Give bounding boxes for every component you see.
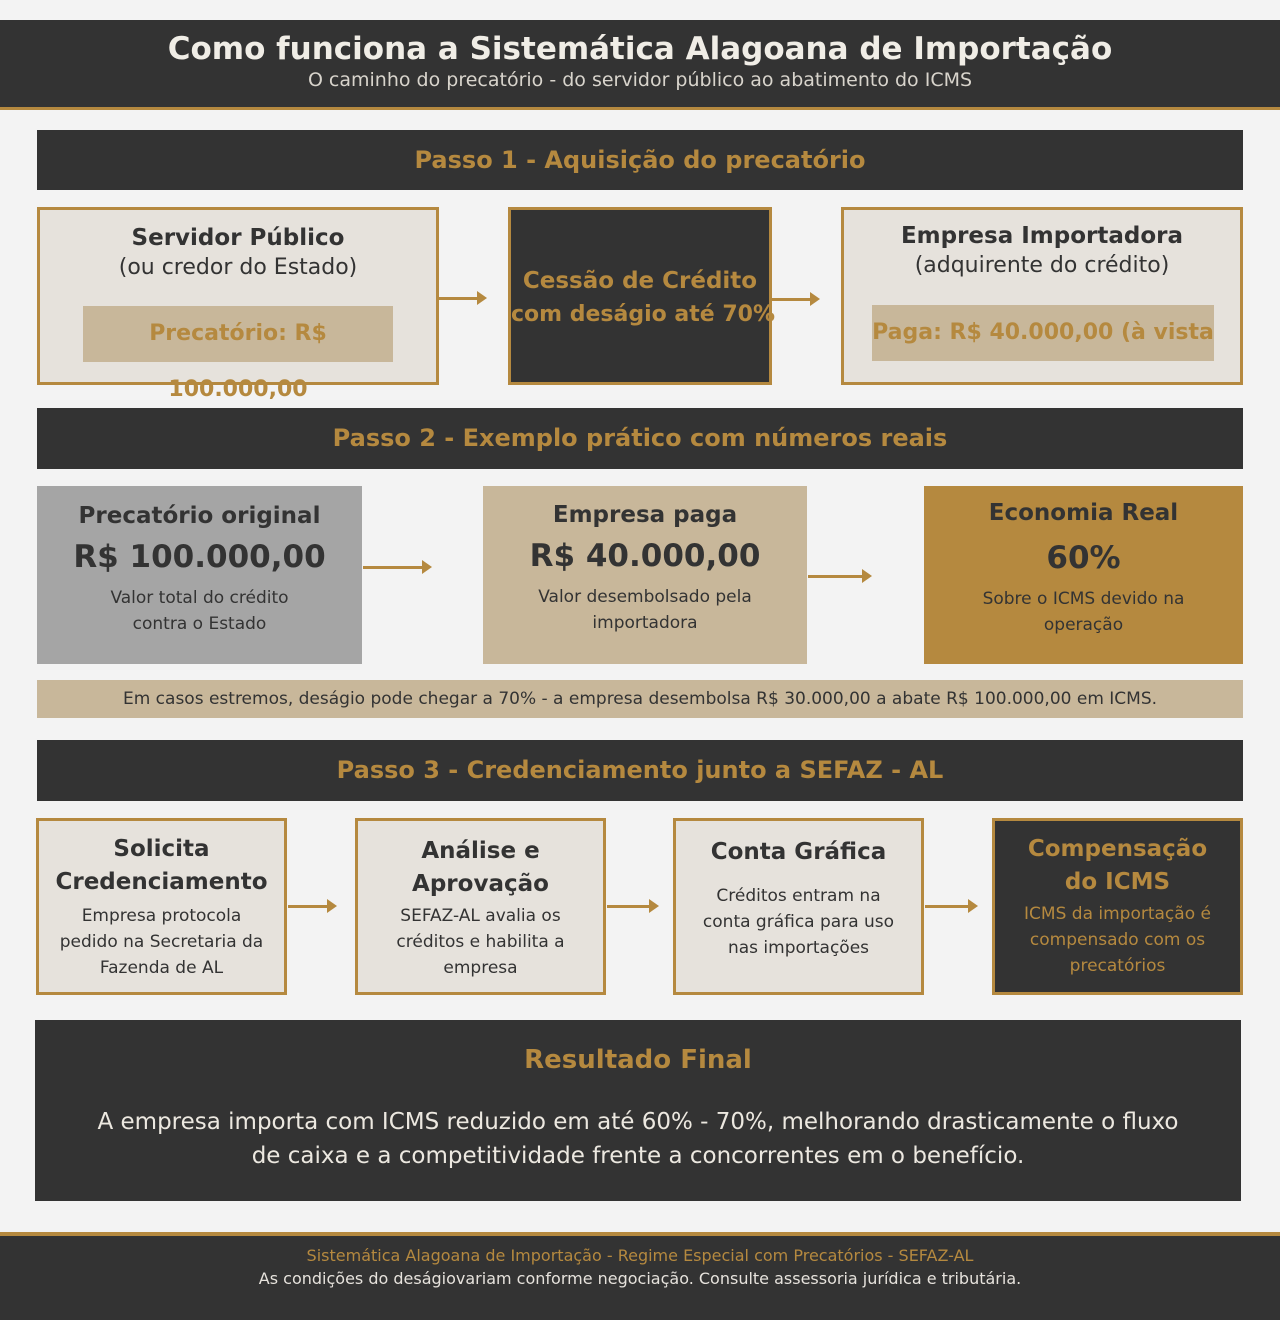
card-desc: Fazenda de AL [99, 958, 224, 978]
card-desc: Valor total do crédito [110, 588, 289, 608]
precatorio-chip: Precatório: R$ 100.000,00 [83, 306, 393, 362]
card-title: Precatório original [78, 503, 321, 529]
card-desc: pedido na Secretaria da [59, 932, 264, 952]
page-footer [0, 1232, 1280, 1320]
card-title: Conta Gráfica [710, 839, 887, 865]
card-economia-real [924, 486, 1243, 664]
arrow-icon [925, 905, 972, 908]
empresa-title: Empresa Importadora [900, 223, 1184, 249]
card-title: Compensação [1027, 836, 1208, 862]
card-desc: conta gráfica para uso [702, 912, 895, 932]
card-title: Economia Real [988, 500, 1179, 526]
card-analise-aprovacao [355, 818, 606, 995]
card-desc: Sobre o ICMS devido na [982, 589, 1185, 609]
arrow-icon [439, 297, 481, 300]
step1-header [37, 130, 1243, 190]
step2-title: Passo 2 - Exemplo prático com números reais [332, 424, 948, 452]
card-compensacao-icms [992, 818, 1243, 995]
card-desc: importadora [592, 613, 698, 633]
arrow-icon [808, 575, 866, 578]
step2-note: Em casos estremos, deságio pode chegar a 70% - a empresa desembolsa R$ 30.000,00 a abate R$ 100.000,00 em ICMS. [37, 680, 1243, 718]
page-title: Como funciona a Sistemática Alagoana de Importação [167, 31, 1113, 67]
card-title: Análise e [421, 838, 540, 864]
step3-header [37, 740, 1243, 801]
cessao-line1: Cessão de Crédito [522, 268, 758, 294]
card-desc: nas importações [727, 938, 870, 958]
step1-servidor-card [37, 207, 439, 402]
arrow-icon [607, 905, 653, 908]
card-desc: operação [1043, 615, 1124, 635]
arrow-icon [772, 298, 814, 301]
card-desc: créditos e habilita a [396, 932, 565, 952]
card-value: 60% [1046, 540, 1121, 576]
card-title: do ICMS [1064, 869, 1171, 895]
card-title: Credenciamento [55, 869, 268, 895]
card-conta-grafica [673, 818, 924, 995]
servidor-title: Servidor Público [131, 225, 345, 251]
card-desc: contra o Estado [132, 614, 267, 634]
card-desc: Créditos entram na [716, 886, 881, 906]
card-empresa-paga [483, 486, 807, 664]
step1-empresa-card [841, 207, 1243, 385]
empresa-subtitle: (adquirente do crédito) [914, 253, 1170, 278]
card-title: Solicita [113, 836, 210, 862]
result-line1: A empresa importa com ICMS reduzido em até 60% - 70%, melhorando drasticamente o fluxo [97, 1109, 1179, 1135]
card-title: Aprovação [412, 871, 549, 897]
card-value: R$ 40.000,00 [529, 538, 761, 574]
step3-title: Passo 3 - Credenciamento junto a SEFAZ - AL [336, 756, 944, 784]
paga-chip: Paga: R$ 40.000,00 (à vista [872, 305, 1214, 361]
card-desc: Valor desembolsado pela [538, 587, 752, 607]
card-solicita-credenciamento [36, 818, 287, 995]
result-line2: de caixa e a competitividade frente a concorrentes em o benefício. [251, 1143, 1025, 1169]
servidor-subtitle: (ou credor do Estado) [118, 255, 358, 280]
card-desc: precatórios [1069, 956, 1166, 976]
footer-line2: As condições do deságiovariam conforme negociação. Consulte assessoria jurídica e tributária. [258, 1269, 1022, 1288]
card-title: Empresa paga [552, 502, 738, 528]
card-desc: empresa [443, 958, 518, 978]
card-desc: ICMS da importação é [1024, 904, 1211, 924]
page-subtitle: O caminho do precatório - do servidor público ao abatimento do ICMS [307, 69, 973, 91]
result-title: Resultado Final [524, 1045, 752, 1075]
result-panel [35, 1020, 1241, 1201]
card-desc: SEFAZ-AL avalia os [400, 906, 561, 926]
footer-line1: Sistemática Alagoana de Importação - Regime Especial com Precatórios - SEFAZ-AL [306, 1246, 974, 1265]
card-desc: compensado com os [1029, 930, 1206, 950]
step2-header [37, 408, 1243, 469]
cessao-line2: com deságio até 70% [511, 302, 776, 327]
page-header [0, 20, 1280, 110]
step1-cessao-card [508, 207, 776, 385]
card-value: R$ 100.000,00 [73, 539, 326, 575]
arrow-icon [288, 905, 331, 908]
arrow-icon [363, 566, 426, 569]
step1-title: Passo 1 - Aquisição do precatório [414, 146, 866, 174]
card-desc: Empresa protocola [81, 906, 242, 926]
card-precatorio-original [37, 486, 362, 664]
